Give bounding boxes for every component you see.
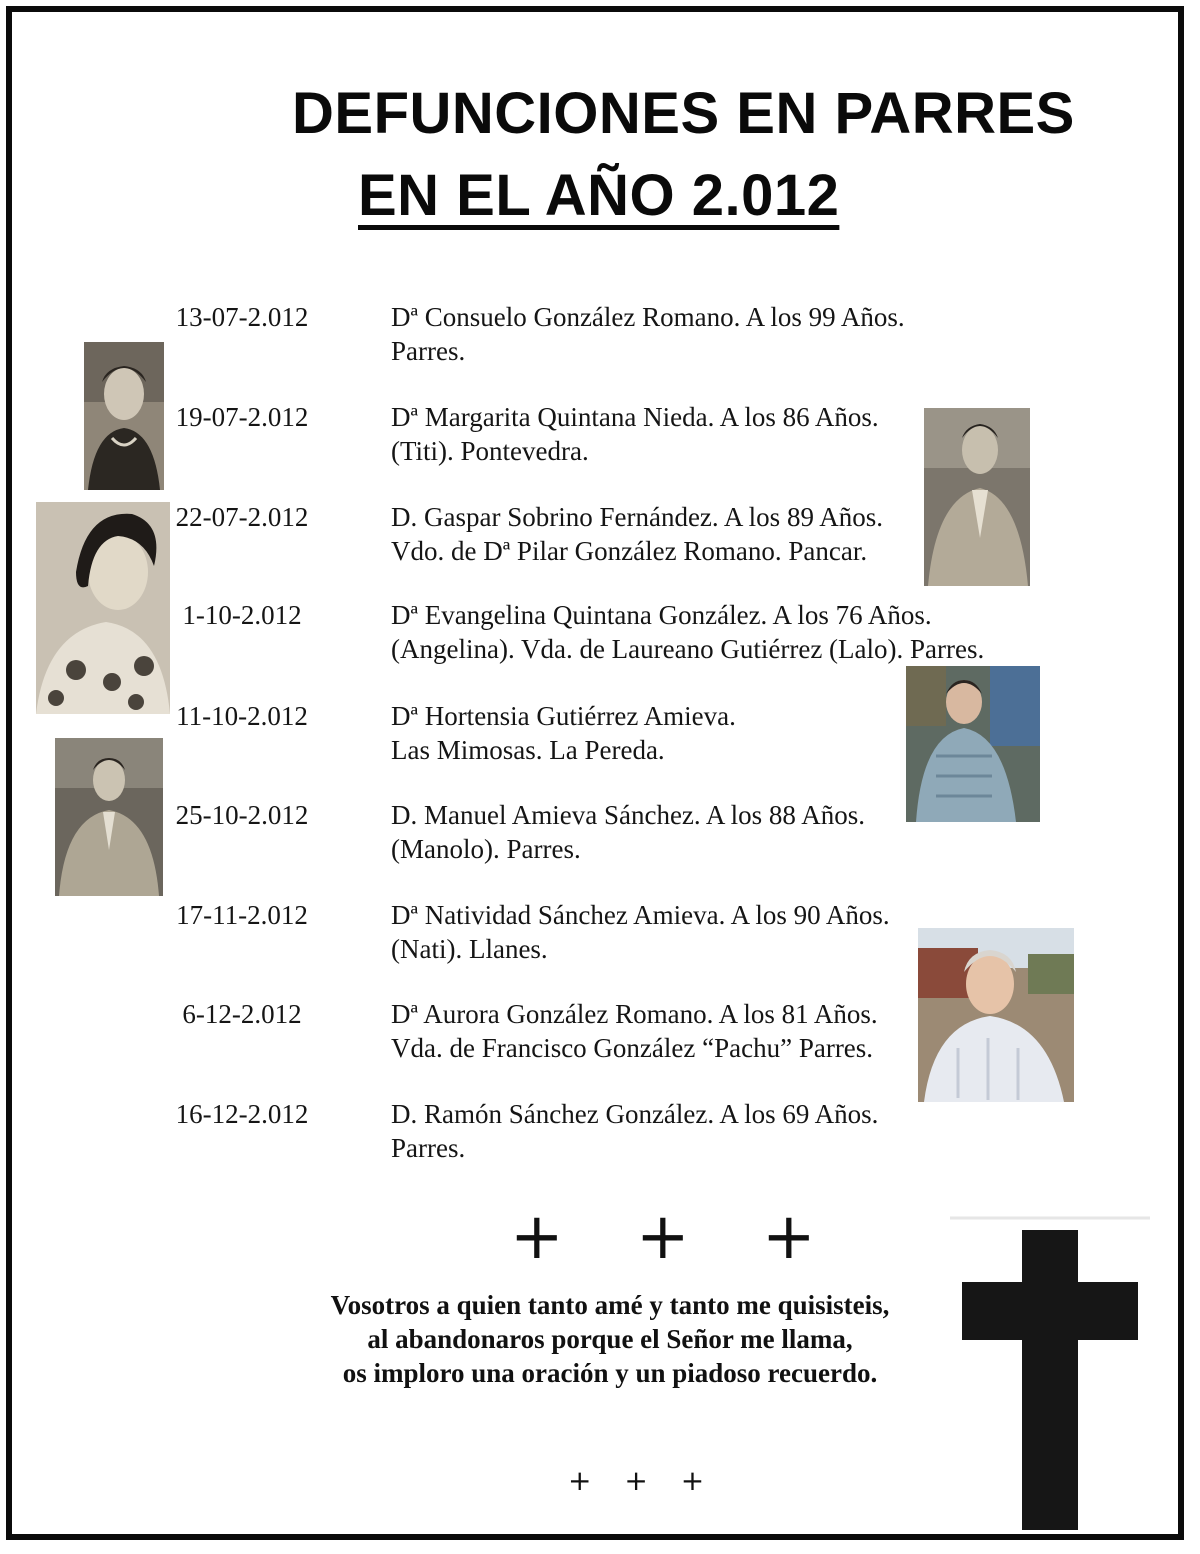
entry-detail-line: (Nati). Llanes.	[391, 934, 548, 964]
entry-detail-line: Vda. de Francisco González “Pachu” Parres.	[391, 1033, 874, 1063]
entry-detail-line: (Manolo). Parres.	[391, 834, 581, 864]
entry-date: 1-10-2.012	[182, 600, 302, 630]
portrait-photo-elderly-woman-right-2	[918, 928, 1074, 1102]
decorative-crosses-small: + + +	[568, 1464, 717, 1497]
entry-date: 19-07-2.012	[175, 402, 309, 432]
entry-detail-line: Vdo. de Dª Pilar González Romano. Pancar.	[391, 536, 868, 566]
decorative-crosses-large: + + +	[510, 1200, 842, 1274]
entry-date: 22-07-2.012	[175, 502, 309, 532]
entry-name-line: Dª Margarita Quintana Nieda. A los 86 Años.	[391, 402, 879, 432]
entry-detail-line: (Angelina). Vda. de Laureano Gutiérrez (Lalo). Parres.	[391, 634, 985, 664]
entry-name-line: D. Ramón Sánchez González. A los 69 Años.	[391, 1099, 879, 1129]
entry-name-line: D. Manuel Amieva Sánchez. A los 88 Años.	[391, 800, 865, 830]
title-line-2: EN EL AÑO 2.012	[358, 163, 840, 228]
entry-date: 17-11-2.012	[176, 900, 308, 930]
entry-name-line: Dª Aurora González Romano. A los 81 Años.	[391, 999, 878, 1029]
entry-name-line: Dª Hortensia Gutiérrez Amieva.	[391, 701, 736, 731]
portrait-photo-woman-left-2	[36, 502, 170, 714]
entry-detail-line: Las Mimosas. La Pereda.	[391, 735, 665, 765]
portrait-photo-woman-left-1	[84, 342, 164, 490]
entry-detail-line: Parres.	[391, 336, 466, 366]
portrait-photo-elderly-woman-right	[906, 666, 1040, 822]
verse-line-3: os imploro una oración y un piadoso recuerdo.	[342, 1358, 878, 1388]
entry-name-line: D. Gaspar Sobrino Fernández. A los 89 Años.	[391, 502, 883, 532]
entry-detail-line: (Titi). Pontevedra.	[391, 436, 589, 466]
verse-line-2: al abandonaros porque el Señor me llama,	[367, 1324, 853, 1354]
portrait-photo-man-right-1	[924, 408, 1030, 586]
verse-line-1: Vosotros a quien tanto amé y tanto me quisisteis,	[330, 1290, 890, 1320]
entry-name-line: Dª Natividad Sánchez Amieva. A los 90 Años.	[391, 900, 890, 930]
entry-name-line: Dª Evangelina Quintana González. A los 76 Años.	[391, 600, 932, 630]
entry-date: 25-10-2.012	[175, 800, 309, 830]
entry-name-line: Dª Consuelo González Romano. A los 99 Años.	[391, 302, 905, 332]
entry-date: 16-12-2.012	[175, 1099, 309, 1129]
entry-date: 13-07-2.012	[175, 302, 309, 332]
entry-date: 6-12-2.012	[182, 999, 302, 1029]
title-line-1: DEFUNCIONES EN PARRES	[292, 81, 1075, 146]
cross-icon	[950, 1212, 1150, 1532]
portrait-photo-man-left	[55, 738, 163, 896]
entry-detail-line: Parres.	[391, 1133, 466, 1163]
entry-date: 11-10-2.012	[176, 701, 308, 731]
